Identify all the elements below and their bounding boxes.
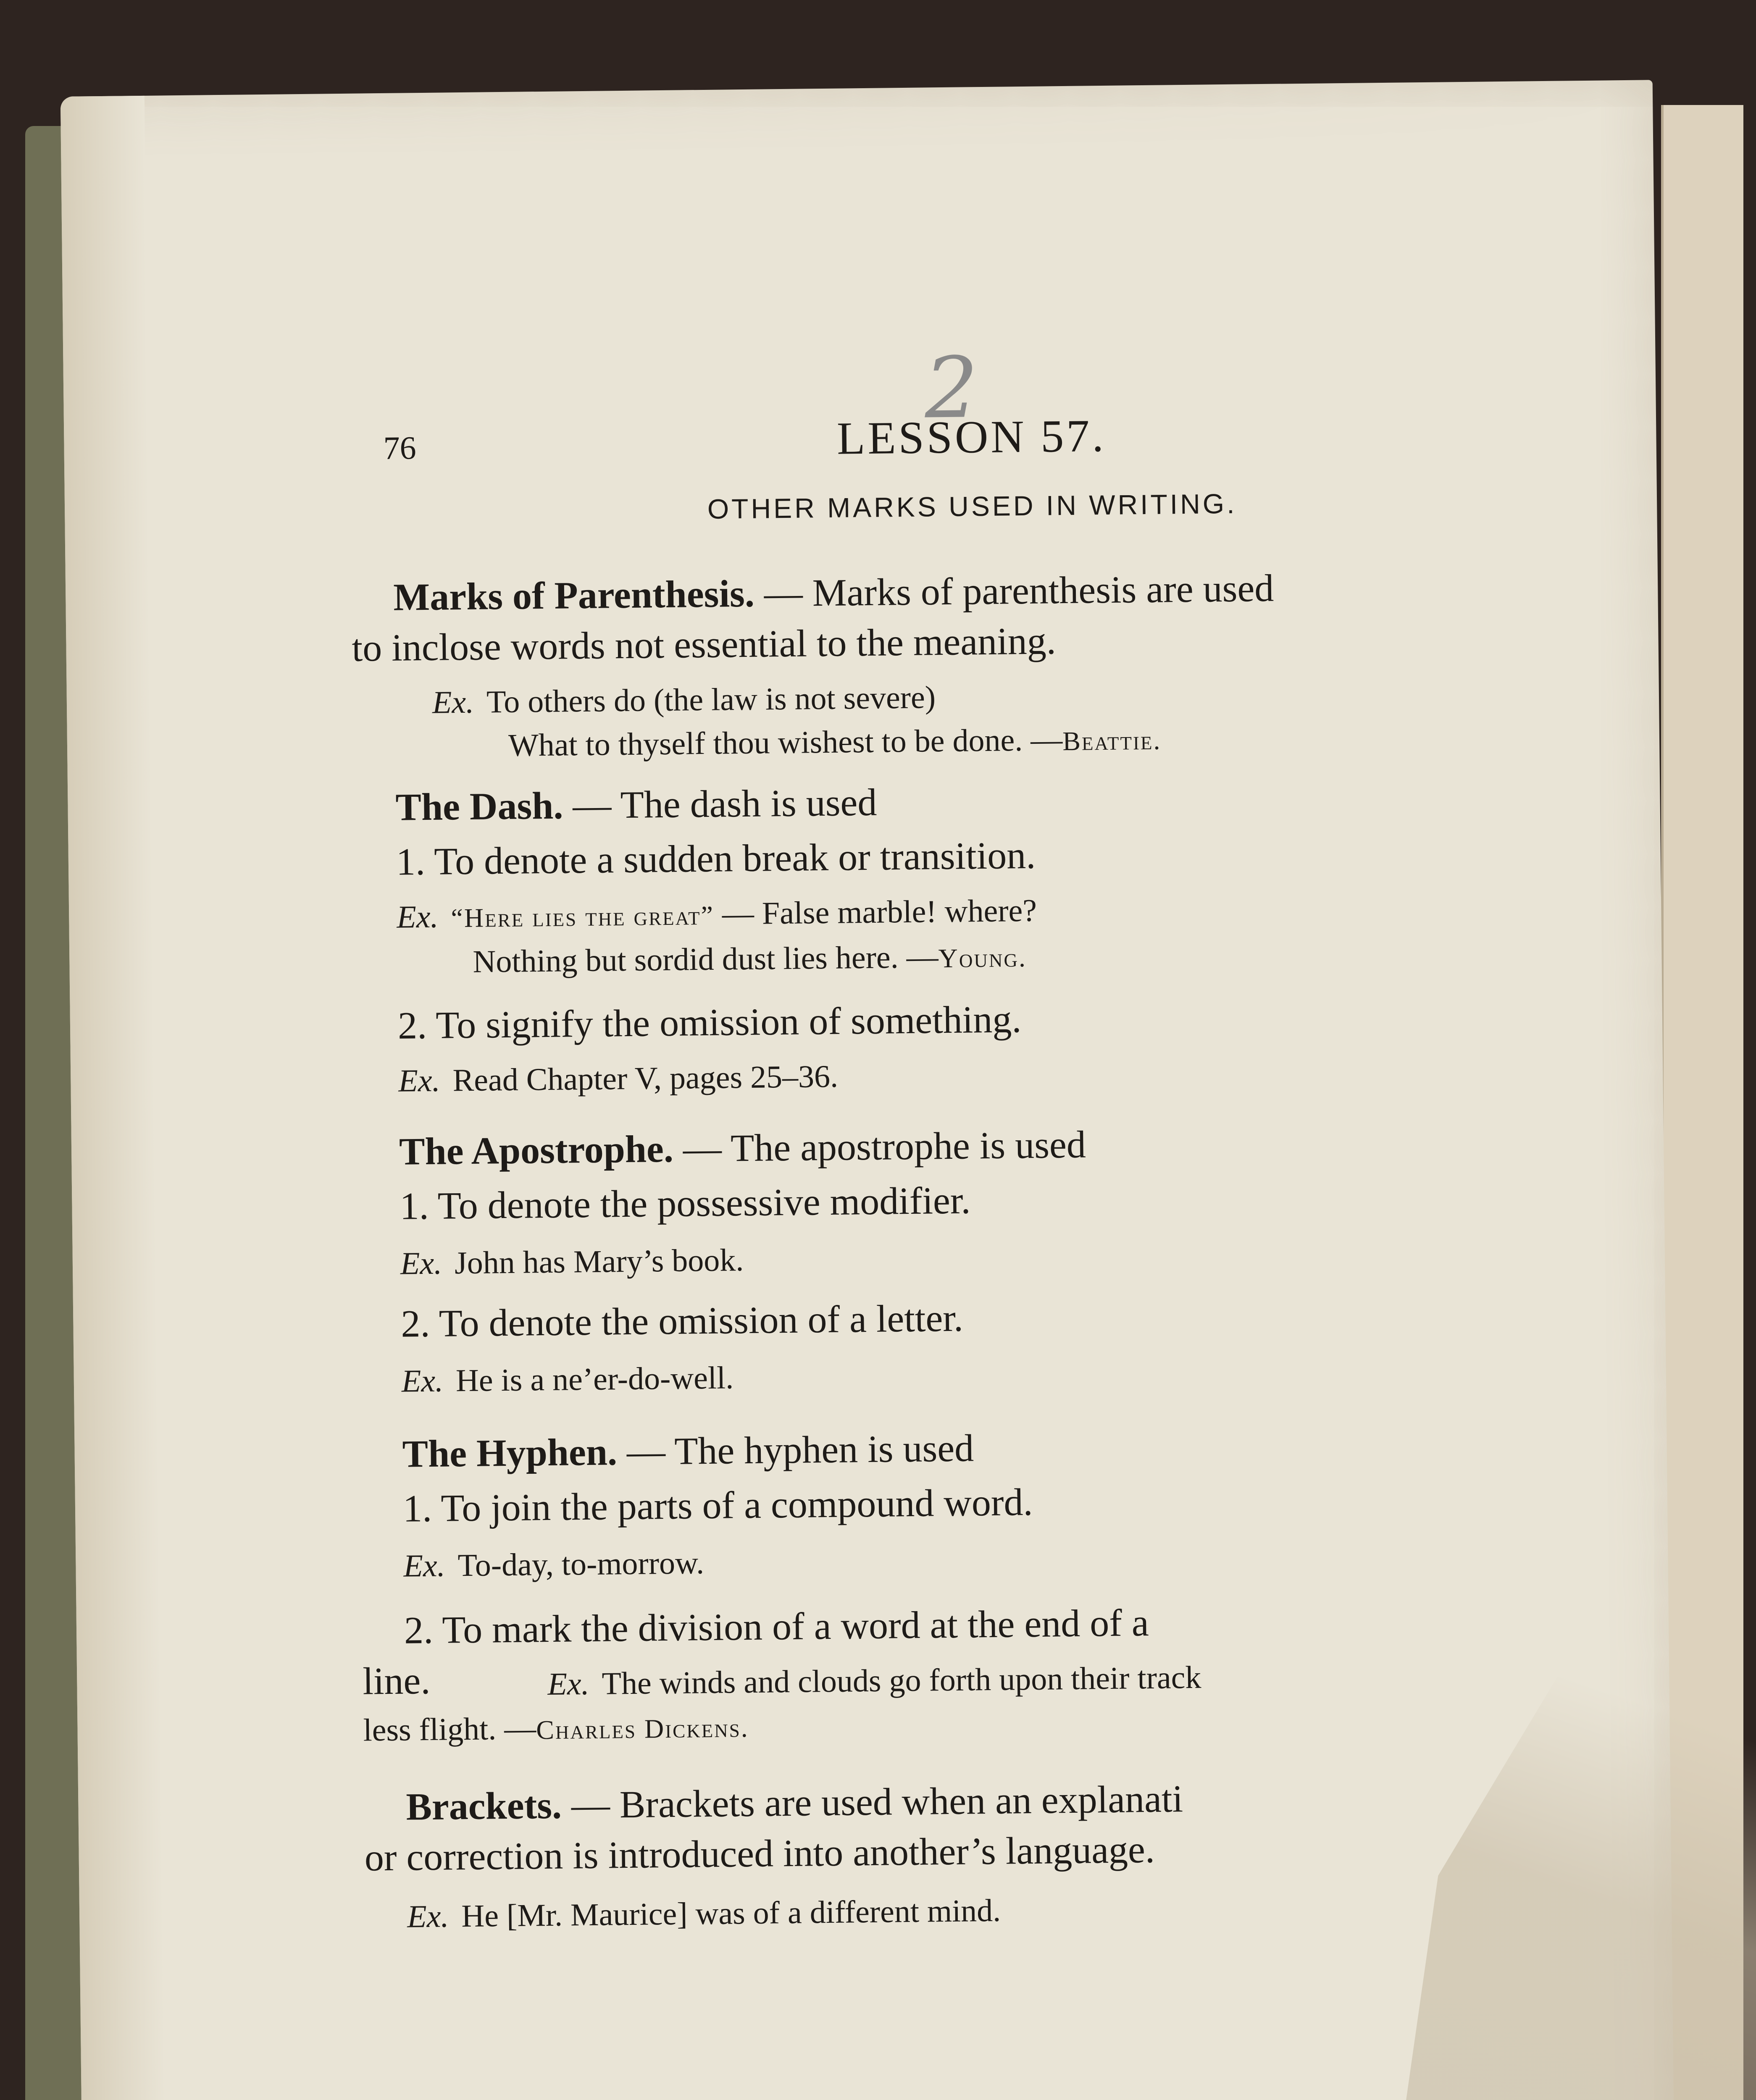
example-label: Ex. [401,1363,444,1399]
example-label: Ex. [400,1245,442,1281]
dash-example-line2: Nothing but sordid dust lies here. — [473,939,939,979]
dash-item-1: 1. To denote a sudden break or transition. [396,833,1036,883]
brackets-example [407,1883,1542,1938]
hyphen-example-1-text: To-day, to-morrow. [457,1545,705,1583]
apostrophe-example-2-text: He is a ne’er-do-well. [455,1360,734,1399]
hyphen-example-2-cont [363,1696,1498,1754]
example-label: Ex. [547,1666,590,1702]
apostrophe-example-2 [401,1347,1536,1403]
parenthesis-example-line1: To others do (the law is not severe) [486,680,936,720]
apostrophe-item-2: 2. To denote the omission of a letter. [400,1296,964,1345]
parenthesis-heading: Marks of Parenthesis. [393,572,755,619]
parenthesis-paragraph [352,560,1562,673]
apostrophe-text: — The apostrophe is used [673,1123,1086,1170]
parenthesis-text-line2: to inclose words not essential to the meaning. [352,619,1057,669]
brackets-heading: Brackets. [405,1783,562,1828]
book-page [60,80,1675,2100]
apostrophe-heading: The Apostrophe. [399,1127,674,1173]
apostrophe-example-1-text: John has Mary’s book. [454,1242,744,1281]
parenthesis-example-author: Beattie. [1062,725,1162,756]
example-label: Ex. [403,1548,446,1584]
dash-text: — The dash is used [563,780,877,827]
dash-paragraph [395,770,1564,832]
dash-example-2-text: Read Chapter V, pages 25–36. [452,1058,839,1098]
brackets-paragraph [364,1769,1575,1882]
brackets-example-text: He [Mr. Maurice] was of a different mind. [461,1893,1001,1934]
page-content [352,291,1550,1935]
hyphen-item-2-line1: 2. To mark the division of a word at the end of a [404,1601,1149,1652]
hyphen-example-2-line2: less flight. — [363,1711,536,1748]
dash-example-1 [397,883,1532,986]
apostrophe-paragraph [399,1114,1567,1177]
lesson-title: LESSON 57. [836,410,1107,464]
brackets-text-line2: or correction is introduced into another’s language. [364,1827,1155,1879]
example-label: Ex. [407,1898,449,1935]
apostrophe-example-1 [400,1230,1535,1285]
hyphen-example-2-line1: The winds and clouds go forth upon their track [602,1659,1201,1701]
apostrophe-item-1: 1. To denote the possessive modifier. [399,1179,971,1228]
hyphen-example-1 [403,1532,1538,1588]
dash-example-author: Young. [938,942,1027,974]
hyphen-paragraph [402,1417,1570,1479]
parenthesis-example [432,669,1567,770]
hyphen-item-2-line2: line. [362,1659,431,1703]
dash-example-line1: — False marble! where? [714,892,1037,932]
lesson-subtitle: OTHER MARKS USED IN WRITING. [707,488,1237,525]
page-number: 76 [383,429,417,466]
brackets-text-line1: — Brackets are used when an explanati [561,1777,1183,1827]
pencil-mark: 2 [924,339,979,438]
hyphen-text: — The hyphen is used [617,1426,974,1473]
hyphen-example-2-author: Charles Dickens. [536,1713,749,1745]
hyphen-heading: The Hyphen. [402,1430,618,1475]
dash-heading: The Dash. [395,784,563,829]
parenthesis-text-line1: — Marks of parenthesis are used [754,566,1274,615]
parenthesis-example-line2: What to thyself thou wishest to be done. — [508,722,1063,763]
hyphen-item-1: 1. To join the parts of a compound word. [402,1480,1033,1530]
example-label: Ex. [432,684,474,720]
example-label: Ex. [396,899,439,935]
example-label: Ex. [398,1063,440,1099]
dash-item-2: 2. To signify the omission of something. [397,998,1022,1047]
dash-example-2 [398,1047,1533,1102]
dash-example-quote: “Here lies the great” [451,900,715,933]
